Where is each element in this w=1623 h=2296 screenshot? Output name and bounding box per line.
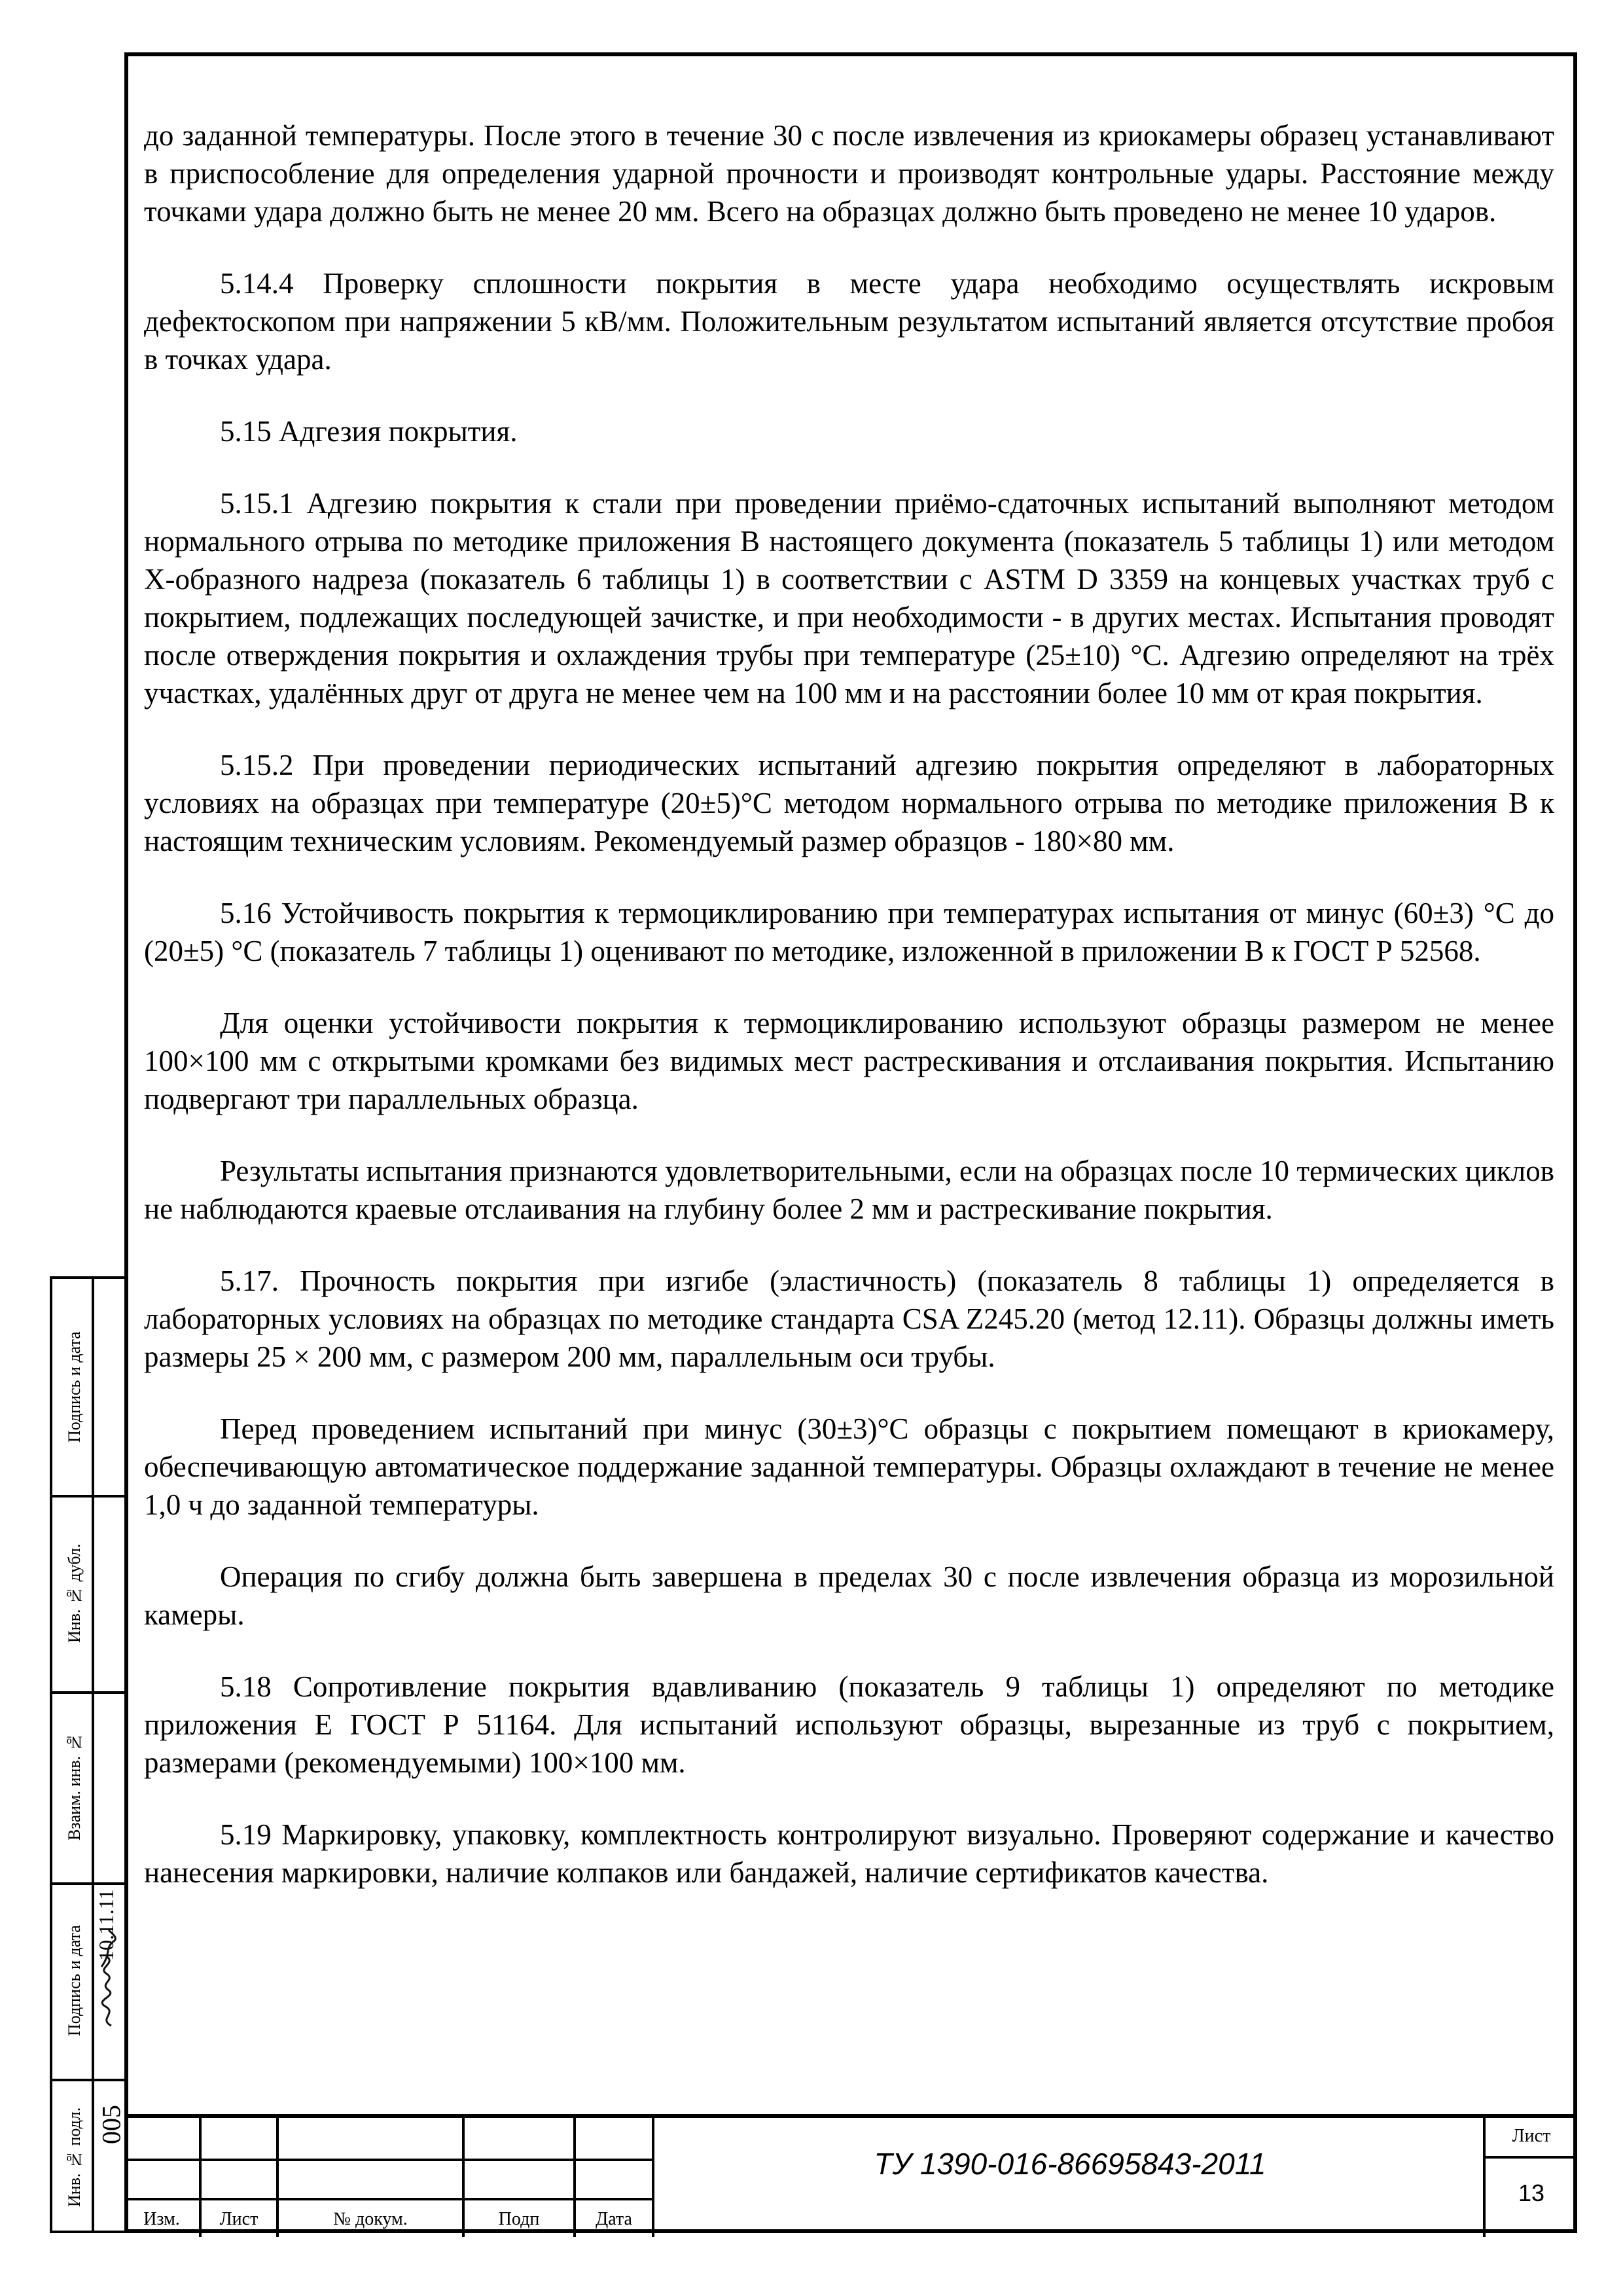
header-signature: Подп: [498, 2209, 540, 2229]
paragraph: 5.17. Прочность покрытия при изгибе (эластичность) (показатель 8 таблицы 1) определяется в лабораторных условиях на образцах по методике стандарта CSA Z245.20 (метод 12.11). Образцы должны иметь размеры 25 × 200 мм, с размером 200 мм, параллельным оси трубы.: [144, 1265, 1554, 1373]
paragraph: Операция по сгибу должна быть завершена в пределах 30 с после извлечения образца из морозильной камеры.: [144, 1560, 1554, 1631]
paragraph: 5.15.2 При проведении периодических испытаний адгезию покрытия определяют в лабораторных условиях на образцах при температуре (20±5)°С методом нормального отрыва по методике приложения В к настоящим техническим условиям. Рекомендуемый размер образцов - 180×80 мм.: [144, 749, 1554, 857]
paragraph: Для оценки устойчивости покрытия к термоциклированию используют образцы размером не менее 100×100 мм с открытыми кромками без видимых мест растрескивания и отслаивания покрытия. Испытанию подвергают три параллельных образца.: [144, 1007, 1554, 1115]
header-change: Изм.: [143, 2209, 180, 2229]
header-doc-number: № докум.: [333, 2209, 408, 2229]
header-sheet: Лист: [219, 2209, 259, 2229]
paragraph: 5.14.4 Проверку сплошности покрытия в месте удара необходимо осуществлять искровым дефектоскопом при напряжении 5 кВ/мм. Положительным результатом испытаний является отсутствие пробоя в точках удара.: [144, 267, 1554, 376]
sign-date-value: 10.11.11: [94, 1889, 118, 1961]
body-text: [144, 117, 1554, 1926]
paragraph: 5.18 Сопротивление покрытия вдавливанию (показатель 9 таблицы 1) определяют по методике приложения Е ГОСТ Р 51164. Для испытаний используют образцы, вырезанные из труб с покрытием, размерами (рекомендуемыми) 100×100 мм.: [144, 1670, 1554, 1779]
paragraph: Результаты испытания признаются удовлетворительными, если на образцах после 10 термических циклов не наблюдаются краевые отслаивания на глубину более 2 мм и растрескивание покрытия.: [144, 1155, 1554, 1225]
paragraph: до заданной температуры. После этого в течение 30 с после извлечения из криокамеры образец устанавливают в приспособление для определения ударной прочности и производят контрольные удары. Расстояние между точками удара должно быть не менее 20 мм. Всего на образцах должно быть проведено не менее 10 ударов.: [144, 119, 1554, 228]
section-heading: 5.15 Адгезия покрытия.: [220, 415, 518, 448]
sheet-number: 13: [1518, 2179, 1545, 2206]
paragraph: 5.16 Устойчивость покрытия к термоциклированию при температурах испытания от минус (60±3) °С до (20±5) °С (показатель 7 таблицы 1) оценивают по методике, изложенной в приложении В к ГОСТ Р 52568.: [144, 897, 1554, 967]
side-stamp: [50, 1276, 128, 2233]
side-label-orig-inv: Инв. № подл.: [65, 2107, 84, 2208]
orig-inv-value: 005: [96, 2105, 126, 2144]
sheet-label: Лист: [1512, 2126, 1551, 2146]
side-label-mutual-inv: Взаим. инв. №: [65, 1732, 84, 1841]
document-code: ТУ 1390-016-86695843-2011: [874, 2147, 1266, 2181]
side-label-dup-inv: Инв. № дубл.: [65, 1543, 84, 1643]
side-label-signature-date: Подпись и дата: [65, 1331, 84, 1443]
header-date: Дата: [596, 2209, 632, 2229]
side-label-signature-date-2: Подпись и дата: [65, 1925, 84, 2036]
paragraph: Перед проведением испытаний при минус (30±3)°С образцы с покрытием помещают в криокамеру, обеспечивающую автоматическое поддержание заданной температуры. Образцы охлаждают в течение не менее 1,0 ч до заданной температуры.: [144, 1412, 1554, 1521]
paragraph: 5.15.1 Адгезию покрытия к стали при проведении приёмо-сдаточных испытаний выполняют методом нормального отрыва по методике приложения В настоящего документа (показатель 5 таблицы 1) или методом Х-образного надреза (показатель 6 таблицы 1) в соответствии с ASTM D 3359 на концевых участках труб с покрытием, подлежащих последующей зачистке, и при необходимости - в других местах. Испытания проводят после отверждения покрытия и охлаждения трубы при температуре (25±10) °С. Адгезию определяют на трёх участках, удалённых друг от друга не менее чем на 100 мм и на расстоянии более 10 мм от края покрытия.: [144, 487, 1554, 709]
paragraph: 5.19 Маркировку, упаковку, комплектность контролируют визуально. Проверяют содержание и качество нанесения маркировки, наличие колпаков или бандажей, наличие сертификатов качества.: [144, 1818, 1554, 1889]
handwritten-signature: [92, 1928, 126, 2032]
